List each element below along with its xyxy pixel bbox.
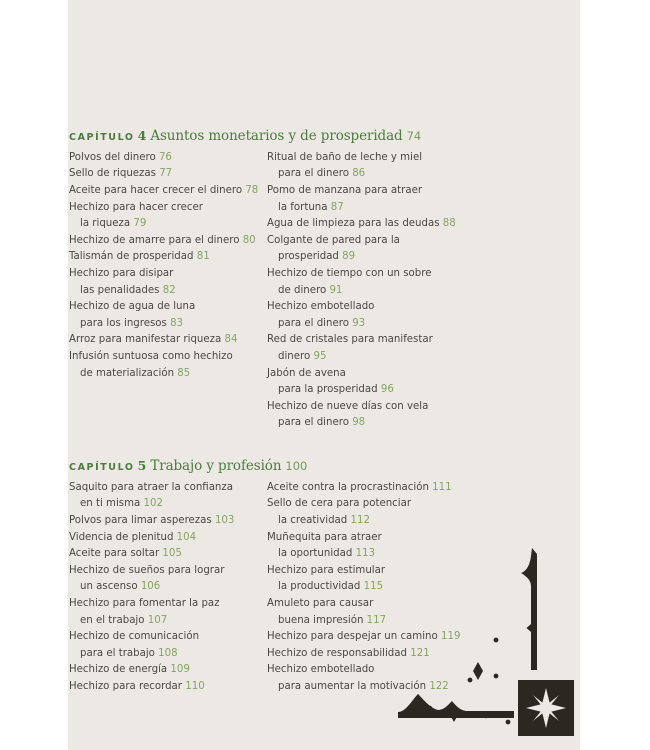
toc-entry-page: 93 [352, 317, 366, 329]
toc-entry[interactable] [267, 166, 469, 183]
toc-entry-label: Hechizo de agua de luna [69, 301, 196, 313]
chapter-section [69, 126, 469, 432]
toc-entry-label: de dinero [278, 284, 327, 296]
toc-entry[interactable] [267, 596, 469, 613]
toc-entry-label: Hechizo para hacer crecer [69, 201, 203, 213]
toc-entry[interactable] [267, 382, 469, 399]
chapter-page-number: 100 [285, 458, 308, 473]
toc-entry-page: 103 [214, 514, 235, 526]
toc-entry-label: para la prosperidad [278, 384, 378, 396]
toc-entry-label: Colgante de pared para la [267, 234, 400, 246]
toc-entry[interactable] [267, 546, 469, 563]
toc-entry-label: la riqueza [80, 218, 131, 230]
column-left [69, 150, 267, 432]
toc-entry-label: Hechizo embotellado [267, 664, 375, 676]
toc-entry[interactable] [69, 496, 267, 513]
chapter-heading [69, 126, 469, 144]
toc-entry-page: 119 [440, 631, 461, 643]
toc-entry-label: Agua de limpieza para las deudas [267, 218, 440, 230]
toc-entry-label: en ti misma [80, 498, 141, 510]
toc-entry-label: de materialización [80, 367, 175, 379]
toc-entry-page: 102 [143, 498, 163, 510]
toc-entry-label: Ritual de baño de leche y miel [267, 151, 423, 163]
toc-entry[interactable] [267, 216, 469, 233]
toc-entry[interactable] [69, 662, 267, 679]
toc-entry-page: 121 [410, 647, 430, 659]
toc-entry[interactable] [69, 183, 267, 200]
toc-entry-page: 91 [329, 284, 343, 296]
column-right [267, 150, 469, 432]
toc-entry-label: dinero [278, 350, 311, 362]
toc-entry[interactable] [267, 249, 469, 266]
toc-entry[interactable] [69, 349, 267, 366]
toc-entry[interactable] [69, 546, 267, 563]
toc-entry[interactable] [267, 629, 469, 646]
toc-entry-label: Hechizo de responsabilidad [267, 647, 407, 659]
toc-entry[interactable] [267, 332, 469, 349]
toc-entry-label: para aumentar la motivación [278, 680, 427, 692]
toc-entry-label: la oportunidad [278, 548, 353, 560]
toc-entry[interactable] [267, 366, 469, 383]
toc-entry-label: Aceite contra la procrastinación [267, 481, 429, 493]
toc-entry-page: 84 [224, 334, 238, 346]
toc-entry-page: 98 [352, 417, 366, 429]
toc-entry[interactable] [267, 349, 469, 366]
toc-entry[interactable] [267, 150, 469, 167]
toc-entry-label: Hechizo para fomentar la paz [69, 597, 220, 609]
chapter-columns [69, 150, 469, 432]
toc-entry[interactable] [69, 366, 267, 383]
toc-entry-label: en el trabajo [80, 614, 145, 626]
toc-entry-label: Amuleto para causar [267, 597, 374, 609]
toc-entry[interactable] [69, 613, 267, 630]
toc-entry-page: 105 [162, 548, 182, 560]
toc-entry-label: Red de cristales para manifestar [267, 334, 433, 346]
toc-entry-label: Jabón de avena [267, 367, 346, 379]
chapter-title: Trabajo y profesión [150, 457, 282, 474]
toc-entry-page: 108 [158, 647, 178, 659]
toc-entry[interactable] [69, 679, 267, 696]
toc-entry-page: 112 [350, 514, 370, 526]
toc-entry-label: las penalidades [80, 284, 160, 296]
toc-entry-label: Sello de cera para potenciar [267, 498, 412, 510]
toc-entry[interactable] [267, 613, 469, 630]
toc-entry[interactable] [267, 266, 469, 283]
toc-entry[interactable] [267, 283, 469, 300]
toc-entry-page: 82 [162, 284, 176, 296]
toc-entry[interactable] [69, 316, 267, 333]
chapter-heading [69, 456, 469, 474]
toc-entry[interactable] [267, 316, 469, 333]
toc-entry[interactable] [267, 662, 469, 679]
toc-entry-label: la fortuna [278, 201, 328, 213]
toc-entry-page: 78 [245, 185, 259, 197]
toc-entry-label: Hechizo para disipar [69, 268, 174, 279]
toc-entry[interactable] [69, 200, 267, 217]
toc-entry[interactable] [267, 183, 469, 200]
toc-entry-page: 83 [170, 317, 184, 329]
toc-entry-label: Saquito para atraer la confianza [69, 481, 233, 493]
toc-entry-label: Hechizo para recordar [69, 680, 182, 692]
toc-entry-page: 111 [432, 481, 452, 493]
toc-entry-page: 117 [366, 614, 387, 626]
toc-entry-page: 76 [158, 151, 172, 163]
toc-entry[interactable] [69, 233, 267, 250]
toc-entry[interactable] [69, 299, 267, 316]
toc-entry-page: 106 [140, 581, 161, 593]
toc-entry[interactable] [267, 679, 469, 696]
toc-entry-label: Pomo de manzana para atraer [267, 185, 423, 197]
toc-entry-label: Hechizo para estimular [267, 564, 386, 576]
toc-entry[interactable] [69, 150, 267, 167]
toc-entry[interactable] [267, 415, 469, 432]
toc-entry-label: Hechizo embotellado [267, 301, 375, 313]
toc-entry-page: 113 [355, 548, 376, 560]
toc-entry-page: 107 [147, 614, 168, 626]
toc-entry-page: 89 [342, 251, 356, 263]
toc-entry-label: la productividad [278, 581, 361, 593]
toc-entry-page: 88 [442, 218, 456, 230]
toc-entry-page: 104 [176, 531, 197, 543]
toc-entry-page: 87 [330, 201, 344, 213]
toc-entry[interactable] [69, 563, 267, 580]
toc-entry-label: un ascenso [80, 581, 138, 593]
toc-entry-page: 95 [313, 350, 327, 362]
toc-entry[interactable] [267, 513, 469, 530]
toc-entry[interactable] [267, 496, 469, 513]
toc-entry-label: Hechizo para despejar un camino [267, 631, 438, 643]
toc-entry[interactable] [69, 646, 267, 663]
toc-entry[interactable] [267, 299, 469, 316]
toc-entry-label: Sello de riquezas [69, 168, 156, 180]
toc-entry-label: prosperidad [278, 251, 339, 263]
toc-entry-label: Hechizo de energía [69, 664, 168, 676]
toc-entry[interactable] [69, 530, 267, 547]
toc-entry-label: para el trabajo [80, 647, 155, 659]
toc-entry[interactable] [69, 513, 267, 530]
toc-entry-label: Arroz para manifestar riqueza [69, 334, 222, 346]
toc-entry-page: 115 [363, 581, 384, 593]
toc-entry[interactable] [69, 216, 267, 233]
toc-entry[interactable] [267, 579, 469, 596]
toc-entry-page: 122 [429, 680, 449, 692]
toc-entry-label: Videncia de plenitud [69, 531, 174, 543]
toc-entry-page: 86 [352, 168, 366, 180]
toc-entry-label: Hechizo de tiempo con un sobre [267, 268, 432, 279]
chapter-number: 5 [137, 457, 147, 473]
chapter-page-number: 74 [406, 129, 422, 143]
toc-entry-label: Hechizo de sueños para lograr [69, 564, 225, 576]
toc-entry[interactable] [69, 266, 267, 283]
toc-entry-label: Hechizo de comunicación [69, 631, 200, 643]
toc-entry[interactable] [267, 530, 469, 547]
toc-entry[interactable] [267, 233, 469, 250]
toc-entry-page: 77 [159, 168, 173, 180]
toc-entry-page: 110 [185, 680, 205, 692]
chapter-number: 4 [137, 128, 147, 143]
chapter-kicker: CAPÍTULO [69, 132, 135, 143]
toc-entry[interactable] [69, 579, 267, 596]
toc-entry-label: para el dinero [278, 317, 349, 329]
chapter-columns [69, 480, 469, 696]
toc-entry[interactable] [267, 563, 469, 580]
toc-entry-page: 81 [196, 251, 210, 263]
toc-entry-label: Aceite para hacer crecer el dinero [69, 185, 243, 197]
toc-entry-label: Polvos para limar asperezas [69, 514, 212, 526]
toc-entry-label: para el dinero [278, 168, 349, 180]
toc-entry-label: la creatividad [278, 514, 348, 526]
toc-entry[interactable] [69, 596, 267, 613]
toc-entry-label: Hechizo de amarre para el dinero [69, 234, 240, 246]
toc-entry-page: 80 [242, 234, 256, 246]
toc-entry[interactable] [69, 249, 267, 266]
toc-entry-label: Infusión suntuosa como hechizo [69, 350, 233, 362]
toc-entry-label: para el dinero [278, 417, 349, 429]
toc-entry[interactable] [69, 283, 267, 300]
toc-entry-label: buena impresión [278, 614, 364, 626]
chapter-kicker: CAPÍTULO [69, 461, 135, 473]
toc-entry-page: 109 [170, 664, 190, 676]
toc-entry[interactable] [69, 480, 267, 497]
toc-entry[interactable] [267, 480, 469, 497]
toc-entry[interactable] [69, 629, 267, 646]
toc-entry-label: Hechizo de nueve días con vela [267, 400, 429, 412]
toc-entry[interactable] [69, 332, 267, 349]
toc-entry-label: para los ingresos [80, 317, 167, 329]
toc-entry-page: 85 [177, 367, 191, 379]
toc-entry-label: Talismán de prosperidad [69, 251, 194, 263]
toc-entry-page: 96 [380, 384, 394, 396]
column-right [267, 480, 469, 696]
toc-entry-label: Polvos del dinero [69, 151, 156, 163]
toc-entry[interactable] [267, 200, 469, 217]
eight-point-star-icon [526, 688, 566, 728]
toc-entry[interactable] [267, 399, 469, 416]
toc-entry[interactable] [267, 646, 469, 663]
toc-entry-page: 79 [133, 218, 147, 230]
toc-entry[interactable] [69, 166, 267, 183]
column-left [69, 480, 267, 696]
chapter-title: Asuntos monetarios y de prosperidad [150, 128, 403, 144]
toc-entry-label: Muñequita para atraer [267, 531, 382, 543]
toc-entry-label: Aceite para soltar [69, 548, 160, 560]
chapter-section [69, 456, 469, 696]
toc-content [69, 126, 469, 696]
